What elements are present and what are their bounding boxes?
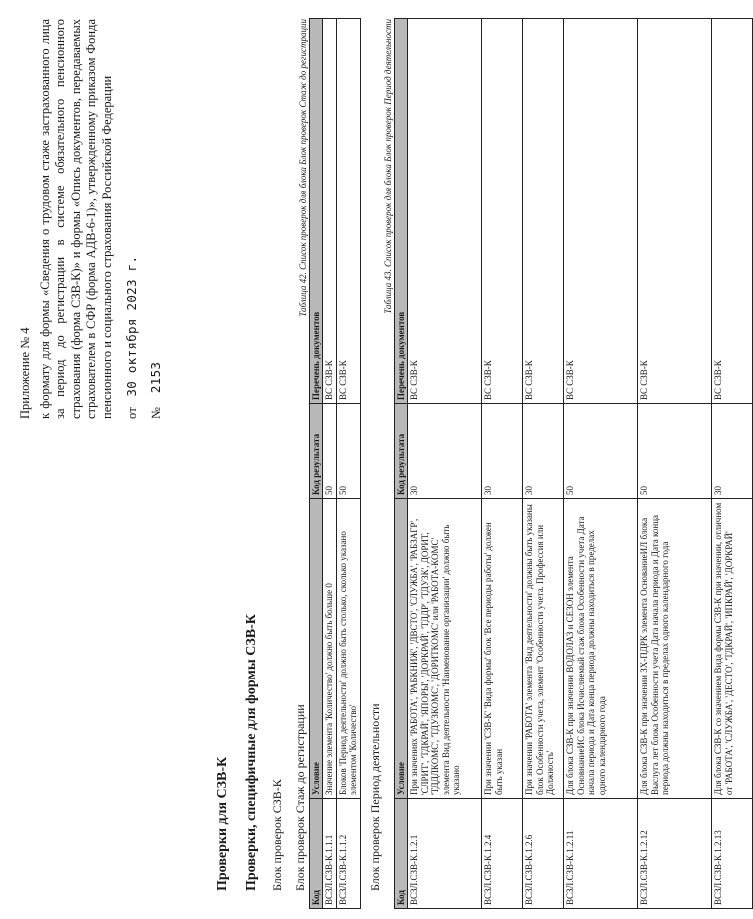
- appendix-text: к формату для формы «Сведения о трудовом стаже застрахованного лица за период до регистрации в системе обязательного пенсионного страхования (форма СЗВ-К)» и формы «Опись документов, передаваемых страхователем в СФР (форма АДВ-6-1)», утвержденному приказом Фонда пенсионного и социального страхования Российской Федерации: [37, 19, 114, 419]
- header-documents: Перечень документов: [310, 19, 323, 404]
- appendix-block: [18, 19, 165, 419]
- date-prefix: от: [124, 406, 139, 419]
- section-heading: Проверки для СЗВ-К: [215, 756, 230, 891]
- cell-code: ВСЗЛ.СЗВ-К.1.2.11: [564, 799, 638, 909]
- cell-documents: ВС СЗВ-К: [564, 19, 638, 404]
- cell-condition: При значениях 'РАБОТА', 'РАБКНИЖ', 'ДВСТО', 'СЛУЖБА', 'РАБЗАГР', 'СЛРИТ', 'ТДКРАЙ', 'ЯПОРЫ', 'ДОРКРАЙ', 'ТДДР', 'ТДУЗК', ДОРИТ, 'ТДДЛКОМС', 'ТДУЗКОМС', 'ДОРИТКОМС' или 'РАБОТА-КОМС' элемента Вид деятельности 'Наименование организации' должно быть указано: [408, 499, 482, 799]
- header-code: Код: [395, 799, 408, 909]
- cell-documents: ВС СЗВ-К: [523, 19, 564, 404]
- table-row: [523, 19, 564, 909]
- cell-code: ВСЗЛ.СЗВ-К.1.2.12: [638, 799, 712, 909]
- cell-documents: ВС СЗВ-К: [323, 19, 336, 404]
- cell-code: ВСЗЛ.СЗВ-К.1.2.4: [482, 799, 523, 909]
- cell-condition: Для блока СЗВ-К при значении ЗХ-ПДРК элемента ОснованиеИЛ блока Выслуга лет блока Особенности учета Дата начала периода и Дата конца периода должны находиться в пределах одного календарного года: [638, 499, 712, 799]
- cell-code: ВСЗЛ.СЗВ-К.1.2.1: [408, 799, 482, 909]
- cell-documents: ВС СЗВ-К: [638, 19, 712, 404]
- cell-condition: При значении 'РАБОТА' элемента 'Вид деятельности' должны быть указаны блок Особенности учета, элемент 'Особенности учета. Профессия или Должность': [523, 499, 564, 799]
- appendix-date-line: [124, 19, 141, 419]
- subsection-heading: Проверки, специфичные для формы СЗВ-К: [244, 614, 259, 891]
- header-condition: Условие: [310, 499, 323, 799]
- header-condition: Условие: [395, 499, 408, 799]
- cell-condition: Для блока СЗВ-К при значении ВОДОЛАЗ и СЕЗОН элемента ОсновнаниеИС блока Исчисляемый стаж блока Особенности учета Дата начала периода и Дата конца периода должны находиться в пределах одного календарного года: [564, 499, 638, 799]
- checks-table-43: [394, 18, 753, 909]
- cell-result-code: 50: [323, 404, 336, 499]
- cell-condition: Для блока СЗВ-К со значением Вида формы СЗВ-К при значении, отличном от 'РАБОТА', 'СЛУЖБА', 'ДЕСТО', 'ТДКРАЙ', 'ИПКРАЙ', 'ДОРКРАЙ': [712, 499, 753, 799]
- cell-condition: Блоков 'Период деятельности' должно быть столько, сколько указано элементом 'Количество': [336, 499, 360, 799]
- table-42-caption: Таблица 42. Список проверок для блока Блок проверок Стаж до регистрации: [298, 19, 308, 317]
- number-prefix: №: [149, 406, 164, 419]
- table-header-row: [395, 19, 408, 909]
- appendix-number-line: [148, 19, 165, 419]
- block-heading-registration: Блок проверок Стаж до регистрации: [293, 704, 307, 891]
- table-43-caption: Таблица 43. Список проверок для блока Блок проверок Период деятельности: [383, 19, 393, 314]
- cell-documents: ВС СЗВ-К: [408, 19, 482, 404]
- cell-condition: Значение элемента 'Количество' должно быть больше 0: [323, 499, 336, 799]
- table-row: [408, 19, 482, 909]
- cell-result-code: 30: [712, 404, 753, 499]
- cell-code: ВСЗЛ.СЗВ-К.1.1.1: [323, 799, 336, 909]
- number-value: 2153: [148, 361, 164, 394]
- table-row: [638, 19, 712, 909]
- table-row: [336, 19, 360, 909]
- header-documents: Перечень документов: [395, 19, 408, 404]
- cell-documents: ВС СЗВ-К: [336, 19, 360, 404]
- header-result-code: Код результата: [310, 404, 323, 499]
- cell-documents: ВС СЗВ-К: [712, 19, 753, 404]
- cell-result-code: 30: [482, 404, 523, 499]
- header-code: Код: [310, 799, 323, 909]
- header-result-code: Код результата: [395, 404, 408, 499]
- cell-code: ВСЗЛ.СЗВ-К.1.1.2: [336, 799, 360, 909]
- appendix-title: Приложение № 4: [18, 327, 32, 419]
- block-heading-activity: Блок проверок Период деятельности: [368, 703, 382, 891]
- cell-result-code: 50: [638, 404, 712, 499]
- cell-code: ВСЗЛ.СЗВ-К.1.2.6: [523, 799, 564, 909]
- cell-result-code: 50: [564, 404, 638, 499]
- table-row: [712, 19, 753, 909]
- cell-result-code: 50: [336, 404, 360, 499]
- cell-code: ВСЗЛ.СЗВ-К.1.2.13: [712, 799, 753, 909]
- table-row: [482, 19, 523, 909]
- table-row: [323, 19, 336, 909]
- checks-table-42: [309, 18, 361, 909]
- block-label: Блок проверок СЗВ-К: [270, 779, 284, 891]
- cell-condition: При значении 'СЗВ-К' 'Вида формы' блок 'Все периоды работы' должен быть указан: [482, 499, 523, 799]
- date-value: 30 октября 2023 г.: [123, 255, 139, 397]
- table-row: [564, 19, 638, 909]
- table-header-row: [310, 19, 323, 909]
- cell-documents: ВС СЗВ-К: [482, 19, 523, 404]
- cell-result-code: 30: [408, 404, 482, 499]
- cell-result-code: 30: [523, 404, 564, 499]
